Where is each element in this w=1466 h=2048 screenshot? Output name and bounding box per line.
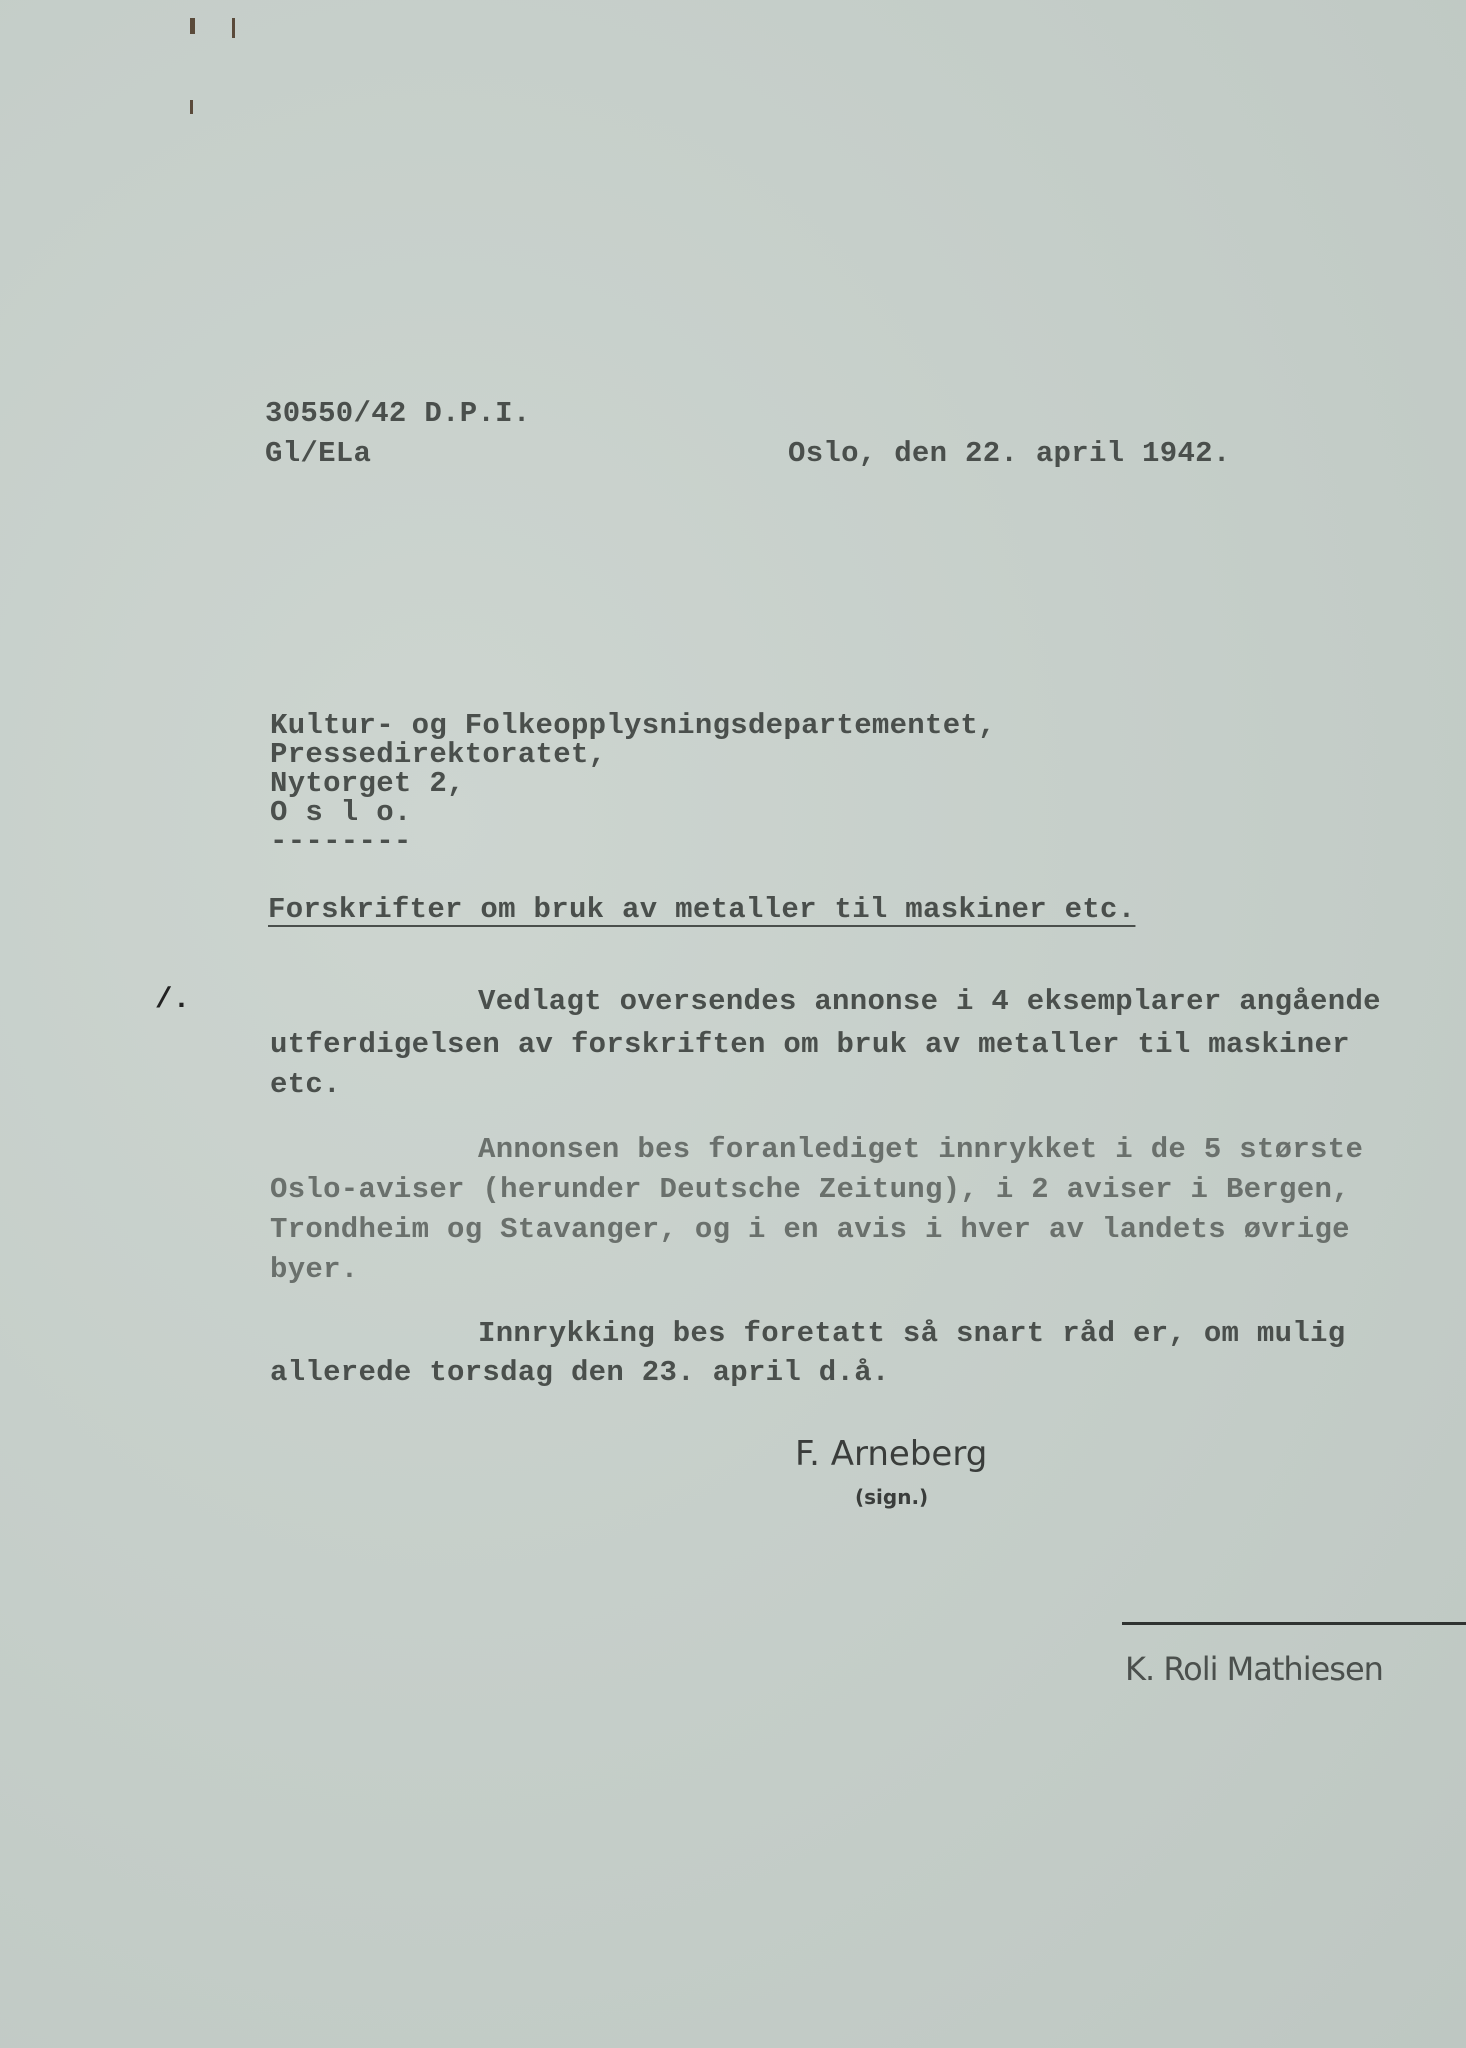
signature-name: F. Arneberg — [795, 1434, 988, 1474]
paragraph-3-line: Innrykking bes foretatt så snart råd er, om mulig — [478, 1317, 1346, 1350]
paragraph-3-line: allerede torsdag den 23. april d.å. — [270, 1356, 890, 1389]
reference-number: 30550/42 D.P.I. — [265, 397, 531, 430]
recipient-rule: -------- — [270, 825, 412, 858]
recipient-line: Kultur- og Folkeopplysningsdepartementet, — [270, 709, 996, 742]
paragraph-1-line: etc. — [270, 1068, 341, 1101]
reference-initials: Gl/ELa — [265, 437, 372, 470]
paragraph-2-line: Trondheim og Stavanger, og i en avis i hver av landets øvrige — [270, 1213, 1350, 1246]
signature-note: (sign.) — [855, 1485, 929, 1509]
recipient-line: Pressedirektoratet, — [270, 738, 607, 771]
corner-mark — [190, 18, 195, 34]
paragraph-1-line: Vedlagt oversendes annonse i 4 eksemplarer angående — [478, 985, 1381, 1018]
letter-date: Oslo, den 22. april 1942. — [788, 437, 1231, 470]
paragraph-2-line: Annonsen bes foranlediget innrykket i de 5 største — [478, 1133, 1364, 1166]
paragraph-2-line: byer. — [270, 1253, 359, 1286]
countersign-name: K. Roli Mathiesen — [1125, 1650, 1383, 1688]
recipient-line: Nytorget 2, — [270, 767, 465, 800]
countersign-line — [1122, 1622, 1466, 1625]
corner-mark — [232, 18, 235, 38]
paragraph-2-line: Oslo-aviser (herunder Deutsche Zeitung), i 2 aviser i Bergen, — [270, 1173, 1350, 1206]
subject-line: Forskrifter om bruk av metaller til maskiner etc. — [268, 893, 1136, 926]
recipient-line: O s l o. — [270, 796, 412, 829]
corner-mark — [190, 100, 193, 114]
margin-mark: /. — [155, 983, 191, 1016]
paragraph-1-line: utferdigelsen av forskriften om bruk av metaller til maskiner — [270, 1028, 1350, 1061]
